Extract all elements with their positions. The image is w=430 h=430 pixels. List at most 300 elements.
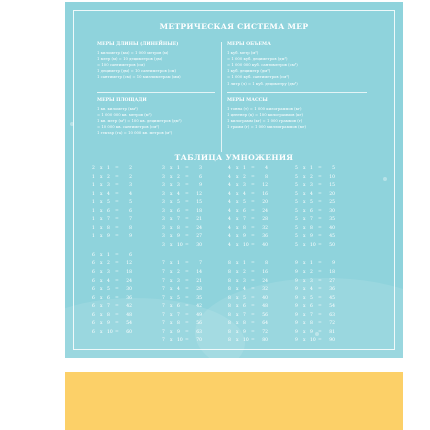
mult-r: 36 [329, 287, 335, 293]
mult-op: x [236, 200, 239, 206]
mult-a: 1 [92, 225, 95, 231]
mult-b: 9 [107, 234, 110, 240]
mult-op: x [303, 261, 306, 267]
multiplication-row [295, 304, 355, 313]
mult-a: 4 [228, 174, 231, 180]
mult-op: x [303, 242, 306, 248]
multiplication-row [162, 270, 222, 279]
section-divider-vertical [221, 42, 222, 152]
mult-a: 8 [228, 304, 231, 310]
mult-a: 3 [162, 242, 165, 248]
mult-b: 3 [107, 183, 110, 189]
mult-a: 6 [92, 295, 95, 301]
mult-b: 6 [243, 304, 246, 310]
mult-b: 8 [107, 225, 110, 231]
multiplication-row [162, 287, 222, 296]
mult-eq: = [318, 270, 322, 276]
mult-op: x [100, 208, 103, 214]
multiplication-row [92, 261, 152, 270]
mult-eq: = [318, 321, 322, 327]
mult-eq: = [318, 312, 322, 318]
multiplication-row [228, 261, 288, 270]
mult-r: 28 [262, 217, 268, 223]
mult-a: 1 [92, 208, 95, 214]
mult-a: 7 [162, 304, 165, 310]
mult-eq: = [115, 166, 119, 171]
mult-r: 30 [329, 208, 335, 214]
volume-measures-heading: МЕРЫ ОБЪЕМА [227, 42, 271, 47]
mult-b: 1 [243, 261, 246, 267]
mult-op: x [303, 329, 306, 335]
section-divider-horizontal [97, 92, 215, 93]
yellow-bottom-band [65, 372, 403, 430]
mult-eq: = [318, 208, 322, 214]
mult-r: 4 [129, 191, 132, 197]
mult-a: 7 [162, 287, 165, 293]
mult-eq: = [251, 312, 255, 318]
mult-a: 7 [162, 295, 165, 301]
multiplication-row [228, 200, 288, 209]
mult-a: 4 [228, 234, 231, 240]
multiplication-table-title: ТАБЛИЦА УМНОЖЕНИЯ [174, 153, 294, 162]
mult-a: 9 [295, 329, 298, 335]
metric-system-title: МЕТРИЧЕСКАЯ СИСТЕМА МЕР [159, 22, 309, 31]
mult-op: x [236, 329, 239, 335]
mult-r: 35 [329, 217, 335, 223]
mult-r: 20 [262, 200, 268, 206]
multiplication-row [162, 330, 222, 339]
mult-r: 72 [329, 321, 335, 327]
mult-b: 3 [243, 278, 246, 284]
mult-r: 70 [196, 338, 202, 344]
mult-op: x [100, 321, 103, 327]
measure-line: = 10 000 кв. сантиметров (см²) [97, 124, 160, 130]
mult-eq: = [251, 261, 255, 267]
multiplication-row [162, 200, 222, 209]
mult-op: x [170, 261, 173, 267]
mult-a: 1 [92, 183, 95, 189]
notebook-back-cover [65, 2, 403, 358]
mult-r: 32 [262, 225, 268, 231]
mult-b: 5 [107, 287, 110, 293]
mult-eq: = [318, 183, 322, 189]
mult-a: 6 [92, 261, 95, 267]
multiplication-row [295, 200, 355, 209]
mult-eq: = [251, 166, 255, 171]
multiplication-row [162, 261, 222, 270]
multiplication-row [295, 287, 355, 296]
mult-op: x [170, 312, 173, 318]
mult-r: 7 [129, 217, 132, 223]
mult-r: 2 [129, 174, 132, 180]
mult-eq: = [115, 261, 119, 267]
mult-b: 7 [107, 217, 110, 223]
mult-eq: = [115, 252, 119, 258]
mult-eq: = [318, 329, 322, 335]
mult-a: 9 [295, 270, 298, 276]
mult-eq: = [115, 270, 119, 276]
mult-op: x [170, 234, 173, 240]
mult-b: 4 [107, 278, 110, 284]
mult-b: 10 [177, 338, 183, 344]
multiplication-row [92, 226, 152, 235]
multiplication-row [295, 261, 355, 270]
mult-b: 3 [310, 183, 313, 189]
mult-r: 9 [199, 183, 202, 189]
mult-op: x [303, 287, 306, 293]
mult-a: 7 [162, 261, 165, 267]
mult-r: 24 [262, 208, 268, 214]
multiplication-row [228, 217, 288, 226]
multiplication-row [92, 234, 152, 243]
multiplication-column [162, 166, 222, 347]
mult-b: 1 [310, 166, 313, 171]
mult-a: 4 [228, 225, 231, 231]
mult-eq: = [115, 234, 119, 240]
mult-r: 80 [262, 338, 268, 344]
multiplication-row [162, 217, 222, 226]
mult-op: x [170, 183, 173, 189]
mult-b: 1 [243, 166, 246, 171]
mult-r: 21 [196, 217, 202, 223]
mult-b: 1 [107, 166, 110, 171]
mult-b: 10 [243, 338, 249, 344]
mult-eq: = [115, 174, 119, 180]
mult-r: 32 [262, 287, 268, 293]
mult-op: x [236, 321, 239, 327]
mult-b: 6 [310, 304, 313, 310]
mult-a: 4 [228, 242, 231, 248]
mult-b: 5 [177, 295, 180, 301]
multiplication-row [92, 270, 152, 279]
multiplication-row [92, 313, 152, 322]
mult-op: x [303, 234, 306, 240]
mult-a: 9 [295, 312, 298, 318]
mult-op: x [236, 261, 239, 267]
mult-a: 6 [92, 304, 95, 310]
mult-a: 4 [228, 208, 231, 214]
multiplication-row [162, 296, 222, 305]
mult-b: 5 [243, 295, 246, 301]
mult-r: 10 [329, 174, 335, 180]
mult-b: 2 [107, 174, 110, 180]
mult-eq: = [185, 287, 189, 293]
mult-a: 2 [92, 166, 95, 171]
block-gap [162, 251, 222, 261]
mult-b: 6 [177, 208, 180, 214]
multiplication-row [228, 287, 288, 296]
mult-a: 3 [162, 208, 165, 214]
mult-op: x [170, 270, 173, 276]
multiplication-row [295, 192, 355, 201]
multiplication-row [92, 217, 152, 226]
multiplication-row [228, 313, 288, 322]
mult-op: x [100, 329, 103, 335]
mult-eq: = [318, 295, 322, 301]
measure-line: 1 сантиметр (см) = 10 миллиметрам (мм) [97, 74, 181, 80]
mult-a: 3 [162, 191, 165, 197]
mult-r: 6 [199, 174, 202, 180]
mult-eq: = [115, 312, 119, 318]
mult-a: 8 [228, 312, 231, 318]
mult-eq: = [185, 329, 189, 335]
mult-b: 2 [177, 174, 180, 180]
mult-eq: = [185, 312, 189, 318]
mult-r: 12 [126, 261, 132, 267]
mult-eq: = [251, 321, 255, 327]
measure-line: 1 куб. дециметр (дм³) [227, 68, 271, 74]
mult-op: x [303, 225, 306, 231]
multiplication-row [92, 192, 152, 201]
mult-a: 8 [228, 270, 231, 276]
mult-op: x [236, 304, 239, 310]
mult-a: 5 [295, 166, 298, 171]
mult-op: x [100, 217, 103, 223]
mult-a: 9 [295, 287, 298, 293]
mult-r: 36 [126, 295, 132, 301]
mult-eq: = [115, 183, 119, 189]
mult-op: x [236, 312, 239, 318]
mult-r: 24 [196, 225, 202, 231]
multiplication-row [295, 338, 355, 347]
block-gap [228, 251, 288, 261]
multiplication-row [162, 175, 222, 184]
mult-eq: = [185, 242, 189, 248]
mult-r: 21 [196, 278, 202, 284]
mult-a: 6 [92, 329, 95, 335]
multiplication-row [92, 166, 152, 175]
mult-b: 1 [107, 252, 110, 258]
multiplication-row [228, 304, 288, 313]
mult-op: x [303, 304, 306, 310]
mult-op: x [100, 312, 103, 318]
block-gap [295, 251, 355, 261]
mult-r: 30 [126, 287, 132, 293]
mult-r: 27 [329, 278, 335, 284]
multiplication-row [92, 330, 152, 339]
mult-a: 9 [295, 295, 298, 301]
multiplication-column [92, 166, 152, 338]
mult-b: 9 [310, 329, 313, 335]
mult-op: x [100, 200, 103, 206]
mult-eq: = [115, 191, 119, 197]
mult-op: x [303, 183, 306, 189]
mult-op: x [100, 183, 103, 189]
mult-eq: = [251, 234, 255, 240]
measure-line: 1 кв. метр (м²) = 100 кв. дециметров (дм²) [97, 118, 182, 124]
mult-op: x [236, 174, 239, 180]
mult-r: 8 [129, 225, 132, 231]
mult-a: 6 [92, 278, 95, 284]
multiplication-row [228, 166, 288, 175]
mult-op: x [303, 295, 306, 301]
mult-b: 8 [177, 225, 180, 231]
mult-r: 16 [262, 191, 268, 197]
mult-b: 7 [243, 312, 246, 318]
multiplication-row [295, 279, 355, 288]
mult-r: 60 [126, 329, 132, 335]
mult-a: 4 [228, 217, 231, 223]
mult-eq: = [115, 278, 119, 284]
mult-b: 3 [310, 278, 313, 284]
multiplication-row [228, 338, 288, 347]
mult-eq: = [185, 270, 189, 276]
mult-eq: = [185, 183, 189, 189]
mult-a: 1 [92, 174, 95, 180]
mult-eq: = [251, 225, 255, 231]
mult-b: 5 [107, 200, 110, 206]
mult-r: 40 [262, 242, 268, 248]
multiplication-row [162, 234, 222, 243]
mult-a: 3 [162, 174, 165, 180]
mult-a: 4 [228, 183, 231, 189]
mult-eq: = [318, 242, 322, 248]
measure-line: = 100 сантиметров (см) [97, 62, 145, 68]
mult-op: x [100, 225, 103, 231]
mult-a: 6 [92, 252, 95, 258]
mult-eq: = [318, 287, 322, 293]
measure-line: 1 кв. километр (км²) [97, 106, 138, 111]
mult-r: 56 [196, 321, 202, 327]
mult-op: x [303, 191, 306, 197]
mult-b: 4 [107, 191, 110, 197]
mult-b: 9 [243, 234, 246, 240]
multiplication-row [228, 209, 288, 218]
mult-op: x [236, 183, 239, 189]
mult-eq: = [318, 338, 322, 344]
mult-eq: = [318, 261, 322, 267]
mult-r: 5 [332, 166, 335, 171]
mult-b: 5 [310, 200, 313, 206]
multiplication-row [228, 234, 288, 243]
mult-r: 5 [129, 200, 132, 206]
mult-eq: = [251, 338, 255, 344]
mult-eq: = [185, 278, 189, 284]
mult-b: 7 [107, 304, 110, 310]
mult-eq: = [251, 304, 255, 310]
mult-a: 8 [228, 278, 231, 284]
mult-r: 48 [126, 312, 132, 318]
mult-eq: = [185, 304, 189, 310]
mult-b: 10 [177, 242, 183, 248]
mult-eq: = [185, 321, 189, 327]
measure-line: 1 грамм (г) = 1 000 миллиграммов (мг) [227, 124, 307, 130]
mult-eq: = [185, 234, 189, 240]
measure-line: 1 литр (л) = 1 куб. дециметру (дм³) [227, 80, 298, 86]
mult-op: x [170, 304, 173, 310]
mult-a: 6 [92, 270, 95, 276]
mult-r: 36 [262, 234, 268, 240]
mult-b: 2 [177, 270, 180, 276]
mult-r: 35 [196, 295, 202, 301]
mult-r: 50 [329, 242, 335, 248]
mult-op: x [170, 278, 173, 284]
mult-a: 8 [228, 321, 231, 327]
mult-eq: = [185, 174, 189, 180]
mult-r: 12 [262, 183, 268, 189]
mult-a: 3 [162, 183, 165, 189]
multiplication-row [295, 234, 355, 243]
mult-eq: = [115, 208, 119, 214]
block-gap [92, 243, 152, 253]
measure-line: 1 килограмм (кг) = 1 000 граммов (г) [227, 118, 303, 124]
measure-line: 1 куб. метр (м³) [227, 50, 259, 55]
mult-eq: = [115, 217, 119, 223]
mult-a: 8 [228, 338, 231, 344]
mult-op: x [170, 338, 173, 344]
mult-b: 2 [310, 270, 313, 276]
multiplication-row [295, 270, 355, 279]
multiplication-row [295, 296, 355, 305]
mult-eq: = [251, 242, 255, 248]
mult-eq: = [115, 225, 119, 231]
mult-op: x [303, 166, 306, 171]
mult-b: 4 [310, 287, 313, 293]
mult-a: 6 [92, 312, 95, 318]
mult-eq: = [115, 321, 119, 327]
mult-b: 2 [243, 174, 246, 180]
mult-eq: = [318, 278, 322, 284]
mult-op: x [236, 270, 239, 276]
multiplication-row [228, 279, 288, 288]
mult-eq: = [251, 174, 255, 180]
mult-eq: = [185, 166, 189, 171]
mult-op: x [236, 217, 239, 223]
mult-op: x [303, 208, 306, 214]
mult-b: 9 [243, 329, 246, 335]
mult-a: 9 [295, 278, 298, 284]
mult-eq: = [318, 304, 322, 310]
mult-a: 7 [162, 329, 165, 335]
multiplication-row [162, 166, 222, 175]
mult-op: x [170, 208, 173, 214]
mult-eq: = [185, 200, 189, 206]
mult-b: 4 [243, 287, 246, 293]
mult-b: 5 [177, 200, 180, 206]
mult-op: x [303, 312, 306, 318]
multiplication-row [162, 304, 222, 313]
mult-op: x [170, 166, 173, 171]
mult-a: 7 [162, 312, 165, 318]
mult-r: 45 [329, 234, 335, 240]
multiplication-row [162, 192, 222, 201]
multiplication-row [295, 330, 355, 339]
mult-a: 7 [162, 321, 165, 327]
mult-eq: = [251, 287, 255, 293]
multiplication-row [92, 321, 152, 330]
mult-eq: = [115, 304, 119, 310]
mult-a: 1 [92, 191, 95, 197]
mult-r: 64 [262, 321, 268, 327]
measure-line: = 1 000 000 кв. метров (м²) [97, 112, 152, 118]
mult-b: 6 [107, 208, 110, 214]
multiplication-row [92, 296, 152, 305]
mult-b: 8 [243, 225, 246, 231]
multiplication-row [228, 226, 288, 235]
multiplication-column [295, 166, 355, 347]
mult-a: 3 [162, 217, 165, 223]
mult-eq: = [318, 191, 322, 197]
measure-line: 1 тонна (т) = 1 000 килограммов (кг) [227, 106, 302, 111]
area-measures-heading: МЕРЫ ПЛОЩАДИ [97, 98, 147, 103]
mult-a: 5 [295, 200, 298, 206]
mult-op: x [170, 200, 173, 206]
mult-b: 10 [107, 329, 113, 335]
multiplication-row [228, 330, 288, 339]
mult-b: 3 [177, 183, 180, 189]
mult-eq: = [185, 191, 189, 197]
mult-eq: = [185, 225, 189, 231]
